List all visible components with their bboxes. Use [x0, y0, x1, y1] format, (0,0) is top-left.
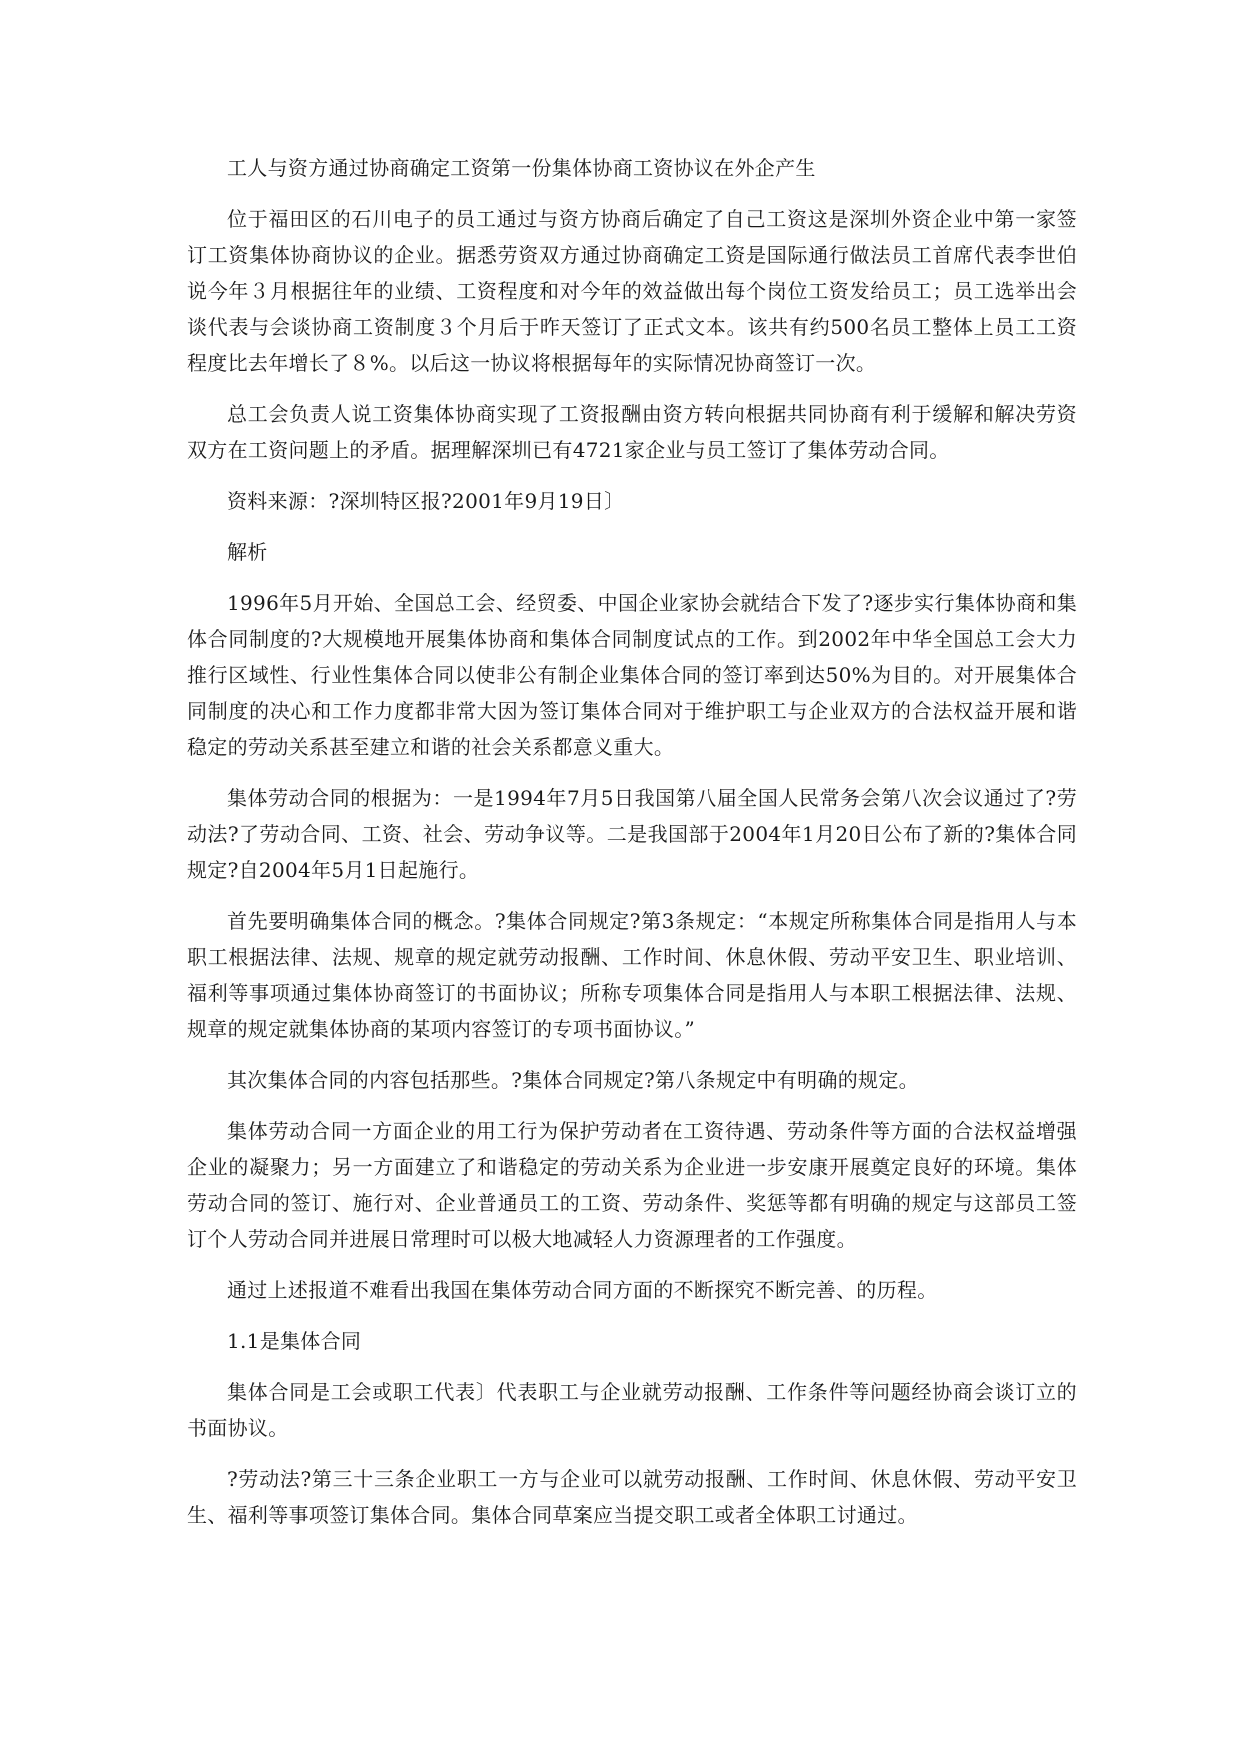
paragraph-1: 位于福田区的石川电子的员工通过与资方协商后确定了自己工资这是深圳外资企业中第一家签订工资集体协商协议的企业。据悉劳资双方通过协商确定工资是国际通行做法员工首席代表李世伯说今年３月根据往年的业绩、工资程度和对今年的效益做出每个岗位工资发给员工；员工选举出会谈代表与会谈协商工资制度３个月后于昨天签订了正式文本。该共有约500名员工整体上员工工资程度比去年增长了８%。以后这一协议将根据每年的实际情况协商签订一次。: [187, 207, 1077, 375]
section-heading-1-1: 1.1是集体合同: [227, 1329, 362, 1353]
paragraph-3: 1996年5月开始、全国总工会、经贸委、中国企业家协会就结合下发了?逐步实行集体协商和集体合同制度的?大规模地开展集体协商和集体合同制度试点的工作。到2002年中华全国总工会大力推行区域性、行业性集体合同以使非公有制企业集体合同的签订率到达50%为目的。对开展集体合同制度的决心和工作力度都非常大因为签订集体合同对于维护职工与企业双方的合法权益开展和谐稳定的劳动关系甚至建立和谐的社会关系都意义重大。: [187, 591, 1077, 759]
paragraph-6: 其次集体合同的内容包括那些。?集体合同规定?第八条规定中有明确的规定。: [227, 1068, 919, 1092]
article-title: 工人与资方通过协商确定工资第一份集体协商工资协议在外企产生: [227, 156, 816, 180]
source-line: 资料来源：?深圳特区报?2001年9月19日〕: [227, 489, 625, 513]
section-heading-analysis: 解析: [227, 540, 268, 564]
paragraph-5: 首先要明确集体合同的概念。?集体合同规定?第3条规定：“本规定所称集体合同是指用人与本职工根据法律、法规、规章的规定就劳动报酬、工作时间、休息休假、劳动平安卫生、职业培训、福利等事项通过集体协商签订的书面协议；所称专项集体合同是指用人与本职工根据法律、法规、规章的规定就集体协商的某项内容签订的专项书面协议。”: [187, 909, 1077, 1041]
paragraph-10: ?劳动法?第三十三条企业职工一方与企业可以就劳动报酬、工作时间、休息休假、劳动平安卫生、福利等事项签订集体合同。集体合同草案应当提交职工或者全体职工讨通过。: [187, 1467, 1077, 1527]
document-page: [187, 150, 1077, 1548]
paragraph-8: 通过上述报道不难看出我国在集体劳动合同方面的不断探究不断完善、的历程。: [227, 1278, 938, 1302]
paragraph-7: 集体劳动合同一方面企业的用工行为保护劳动者在工资待遇、劳动条件等方面的合法权益增强企业的凝聚力；另一方面建立了和谐稳定的劳动关系为企业进一步安康开展奠定良好的环境。集体劳动合同的签订、施行对、企业普通员工的工资、劳动条件、奖惩等都有明确的规定与这部员工签订个人劳动合同并进展日常理时可以极大地减轻人力资源理者的工作强度。: [187, 1119, 1077, 1251]
paragraph-9: 集体合同是工会或职工代表〕代表职工与企业就劳动报酬、工作条件等问题经协商会谈订立的书面协议。: [187, 1380, 1077, 1440]
paragraph-2: 总工会负责人说工资集体协商实现了工资报酬由资方转向根据共同协商有利于缓解和解决劳资双方在工资问题上的矛盾。据理解深圳已有4721家企业与员工签订了集体劳动合同。: [187, 402, 1077, 462]
paragraph-4: 集体劳动合同的根据为：一是1994年7月5日我国第八届全国人民常务会第八次会议通过了?劳动法?了劳动合同、工资、社会、劳动争议等。二是我国部于2004年1月20日公布了新的?集体合同规定?自2004年5月1日起施行。: [187, 786, 1077, 882]
